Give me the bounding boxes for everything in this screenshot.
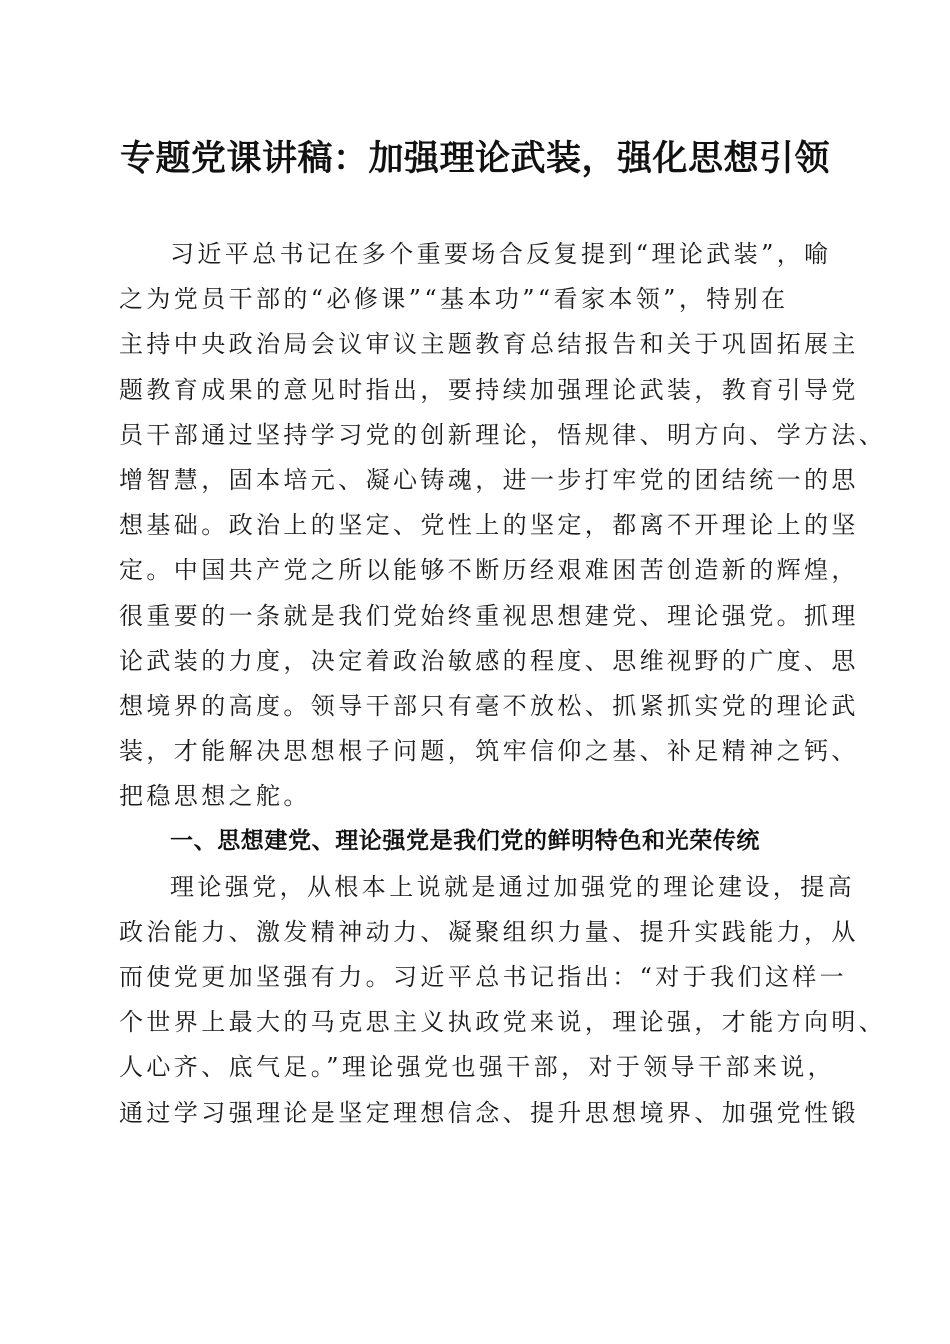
- paragraph-line: 定。中国共产党之所以能够不断历经艰难困苦创造新的辉煌，: [119, 556, 859, 585]
- paragraph-line: 题教育成果的意见时指出，要持续加强理论武装，教育引导党: [119, 375, 859, 404]
- paragraph-line: 很重要的一条就是我们党始终重视思想建党、理论强党。抓理: [119, 601, 859, 630]
- paragraph-line: 而使党更加坚强有力。习近平总书记指出：“对于我们这样一: [119, 963, 848, 991]
- paragraph-line: 理论强党，从根本上说就是通过加强党的理论建设，提高: [170, 872, 855, 901]
- document-title: 专题党课讲稿：加强理论武装，强化思想引领: [119, 138, 830, 179]
- paragraph-line: 人心齐、底气足。”理论强党也强干部，对于领导干部来说，: [119, 1053, 836, 1082]
- paragraph-line: 之为党员干部的“必修课”“基本功”“看家本领”，特别在: [119, 285, 789, 314]
- document-body: [119, 232, 887, 1136]
- paragraph-line: 想基础。政治上的坚定、党性上的坚定，都离不开理论上的坚: [119, 511, 859, 540]
- paragraph-line: 论武装的力度，决定着政治敏感的程度、思维视野的广度、思: [119, 646, 859, 675]
- paragraph-line: 政治能力、激发精神动力、凝聚组织力量、提升实践能力，从: [119, 917, 859, 946]
- paragraph-line: 增智慧，固本培元、凝心铸魂，进一步打牢党的团结统一的思: [119, 465, 859, 494]
- paragraph-line: 习近平总书记在多个重要场合反复提到“理论武装”，喻: [170, 240, 832, 268]
- paragraph-line: 员干部通过坚持学习党的创新理论，悟规律、明方向、学方法、: [119, 420, 887, 449]
- paragraph-line: 个世界上最大的马克思主义执政党来说，理论强，才能方向明、: [119, 1008, 887, 1037]
- paragraph-line: 装，才能解决思想根子问题，筑牢信仰之基、补足精神之钙、: [119, 737, 859, 766]
- paragraph-line: 主持中央政治局会议审议主题教育总结报告和关于巩固拓展主: [119, 330, 859, 359]
- section-heading: 一、思想建党、理论强党是我们党的鲜明特色和光荣传统: [170, 828, 760, 855]
- paragraph-line: 想境界的高度。领导干部只有毫不放松、抓紧抓实党的理论武: [119, 691, 859, 720]
- paragraph-line: 通过学习强理论是坚定理想信念、提升思想境界、加强党性锻: [119, 1098, 859, 1127]
- paragraph-line: 把稳思想之舵。: [119, 782, 311, 811]
